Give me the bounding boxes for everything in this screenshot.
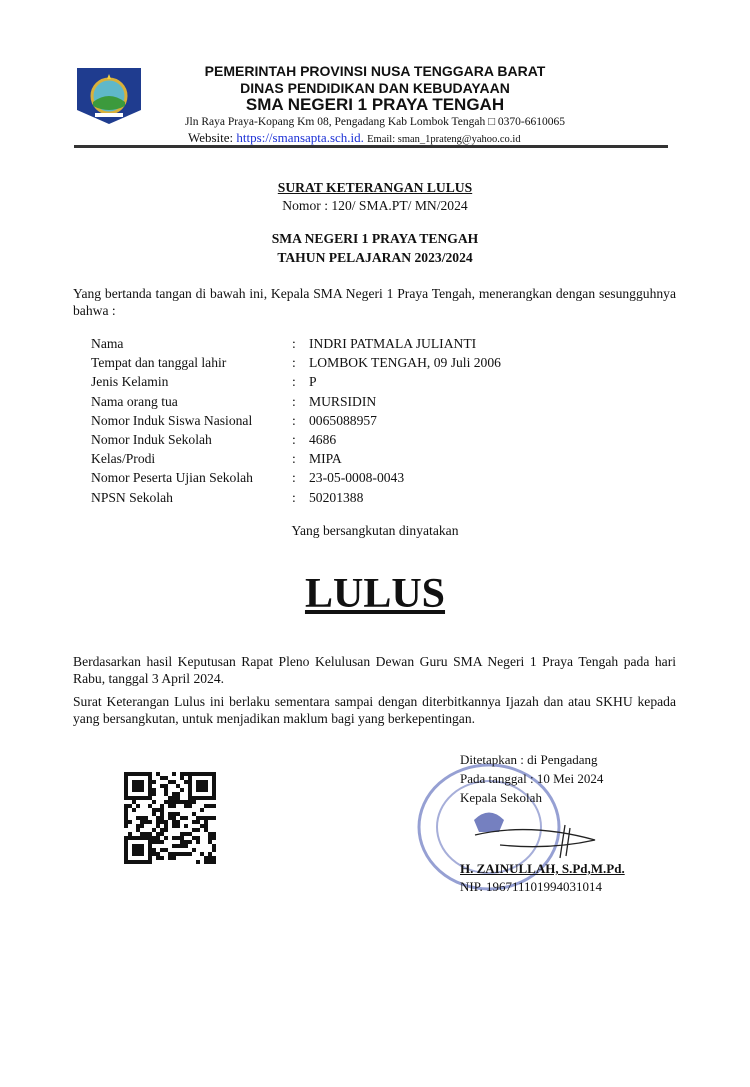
- email: Email: sman_1prateng@yahoo.co.id: [367, 134, 521, 145]
- address: Jln Raya Praya-Kopang Km 08, Pengadang Kab Lombok Tengah □ 0370-6610065: [185, 116, 565, 128]
- field-colon: :: [292, 374, 296, 390]
- field-value: 4686: [309, 432, 337, 447]
- field-value: 50201388: [309, 489, 364, 505]
- field-value: LOMBOK TENGAH, 09 Juli 2006: [309, 355, 501, 371]
- field-label: NPSN Sekolah: [91, 489, 173, 505]
- result-lulus: LULUS: [304, 571, 446, 617]
- intro-paragraph: Yang bertanda tangan di bawah ini, Kepala SMA Negeri 1 Praya Tengah, menerangkan dengan sesungguhnya bahwa :: [73, 286, 676, 318]
- field-label: Nomor Peserta Ujian Sekolah: [91, 470, 253, 486]
- contact-line: [188, 130, 521, 146]
- signature-icon: [470, 820, 600, 860]
- qr-code-icon: [124, 772, 218, 866]
- field-label: Nama orang tua: [91, 393, 178, 409]
- field-colon: :: [292, 412, 296, 428]
- field-label: Kelas/Prodi: [91, 451, 156, 467]
- academic-year: TAHUN PELAJARAN 2023/2024: [277, 250, 473, 265]
- field-colon: :: [292, 355, 296, 371]
- school-name: SMA NEGERI 1 PRAYA TENGAH: [271, 231, 479, 246]
- field-value: INDRI PATMALA JULIANTI: [309, 336, 477, 351]
- website-label: Website:: [188, 130, 234, 145]
- field-label: Nomor Induk Sekolah: [91, 432, 212, 447]
- field-colon: :: [292, 336, 296, 351]
- field-label: Nama: [91, 336, 124, 351]
- signatory-nip: NIP. 196711101994031014: [460, 879, 603, 894]
- signature-role: Kepala Sekolah: [460, 790, 542, 805]
- field-colon: :: [292, 489, 296, 505]
- field-value: P: [309, 374, 317, 390]
- field-label: Tempat dan tanggal lahir: [91, 355, 227, 371]
- letterhead-line1: PEMERINTAH PROVINSI NUSA TENGGARA BARAT: [204, 63, 546, 79]
- document-title: SURAT KETERANGAN LULUS: [277, 180, 473, 195]
- website-link[interactable]: https://smansapta.sch.id.: [236, 130, 364, 145]
- field-label: Nomor Induk Siswa Nasional: [91, 412, 253, 428]
- school-name-header: SMA NEGERI 1 PRAYA TENGAH: [245, 95, 505, 114]
- field-value: MIPA: [309, 451, 342, 467]
- validity-paragraph: Surat Keterangan Lulus ini berlaku sementara sampai dengan diterbitkannya Ijazah dan atau SKHU kepada yang bersangkutan, untuk menjadikan maklum bagi yang berkepentingan.: [73, 694, 676, 726]
- field-colon: :: [292, 470, 296, 486]
- document-number: Nomor : 120/ SMA.PT/ MN/2024: [282, 198, 468, 213]
- province-logo-icon: [75, 66, 143, 126]
- field-label: Jenis Kelamin: [91, 374, 169, 390]
- signature-place: Ditetapkan : di Pengadang: [460, 752, 598, 767]
- signature-date: Pada tanggal : 10 Mei 2024: [460, 771, 604, 786]
- field-value: 23-05-0008-0043: [309, 470, 405, 486]
- declared-text: Yang bersangkutan dinyatakan: [291, 523, 459, 538]
- field-colon: :: [292, 393, 296, 409]
- signature-block: [460, 750, 603, 807]
- letterhead-line2: DINAS PENDIDIKAN DAN KEBUDAYAAN: [240, 80, 510, 96]
- signatory-name: H. ZAINULLAH, S.Pd,M.Pd.: [460, 861, 625, 876]
- decision-paragraph: Berdasarkan hasil Keputusan Rapat Pleno Kelulusan Dewan Guru SMA Negeri 1 Praya Tengah pada hari Rabu, tanggal 3 April 2024.: [73, 654, 676, 686]
- field-value: 0065088957: [309, 412, 377, 428]
- field-colon: :: [292, 451, 296, 467]
- field-colon: :: [292, 432, 296, 447]
- field-value: MURSIDIN: [309, 393, 377, 409]
- header-divider: [74, 145, 668, 148]
